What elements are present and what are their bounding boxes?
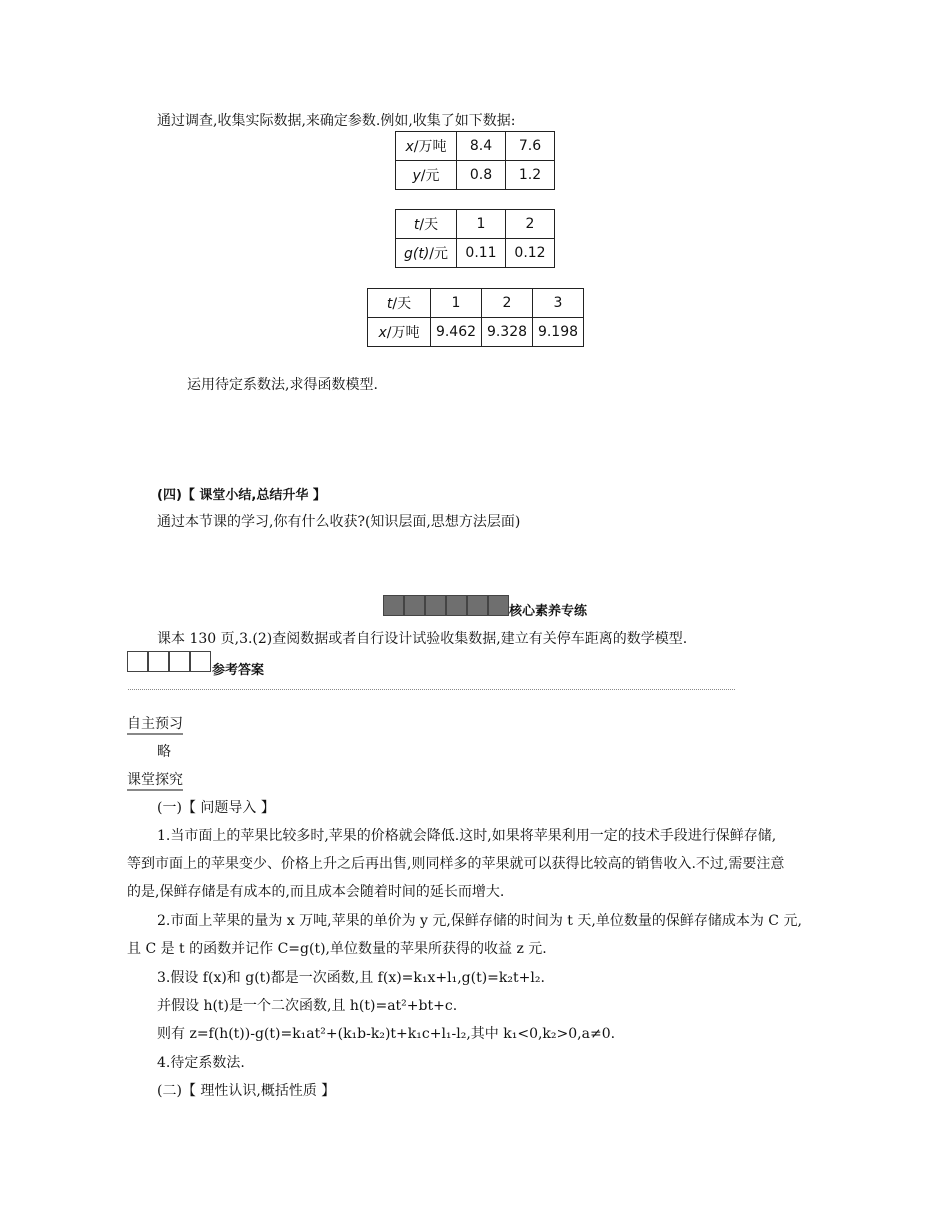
table-cell: 1.2 [506, 161, 555, 190]
table-row [368, 318, 584, 347]
divider [128, 689, 735, 690]
table-cell: 1 [457, 210, 506, 239]
preview-heading: 自主预习 [127, 713, 183, 733]
intro-line: 通过调查,收集实际数据,来确定参数.例如,收集了如下数据: [157, 113, 516, 129]
table-cell: 8.4 [457, 132, 506, 161]
paragraph-3-line-2: 并假设 h(t)是一个二次函数,且 h(t)=at²+bt+c. [157, 998, 458, 1014]
table-cell: 3 [533, 289, 584, 318]
table-header-cell: x/万吨 [396, 132, 457, 161]
explore-heading: 课堂探究 [127, 769, 183, 789]
paragraph-4: 4.待定系数法. [157, 1055, 245, 1071]
title-box [383, 595, 404, 616]
part1-heading: (一)【 问题导入 】 [157, 800, 275, 816]
preview-answer: 略 [157, 744, 171, 760]
paragraph-3-line-3: 则有 z=f(h(t))-g(t)=k₁at²+(k₁b-k₂)t+k₁c+l₁-l₂,其中 k₁<0,k₂>0,a≠0. [157, 1026, 616, 1042]
table-row [368, 289, 584, 318]
title-box [169, 651, 190, 672]
title-box [127, 651, 148, 672]
core-practice-title: 核心素养专练 [509, 604, 588, 619]
title-box [425, 595, 446, 616]
table-cell: 2 [506, 210, 555, 239]
paragraph-3-line-1: 3.假设 f(x)和 g(t)都是一次函数,且 f(x)=k₁x+l₁,g(t)=k₂t+l₂. [157, 970, 545, 986]
table-row [396, 161, 555, 190]
paragraph-1-line-2: 等到市面上的苹果变少、价格上升之后再出售,则同样多的苹果就可以获得比较高的销售收入.不过,需要注意 [127, 856, 785, 872]
title-box [467, 595, 488, 616]
table-header-cell: t/天 [368, 289, 431, 318]
summary-question: 通过本节课的学习,你有什么收获?(知识层面,思想方法层面) [157, 514, 521, 530]
table-cell: 9.462 [431, 318, 482, 347]
answers-title: 参考答案 [212, 663, 265, 678]
part2-heading: (二)【 理性认识,概括性质 】 [157, 1083, 336, 1099]
title-box [404, 595, 425, 616]
table-row [396, 132, 555, 161]
paragraph-1-line-3: 的是,保鲜存储是有成本的,而且成本会随着时间的延长而增大. [127, 884, 505, 900]
core-practice-task: 课本 130 页,3.(2)查阅数据或者自行设计试验收集数据,建立有关停车距离的数学模型. [157, 631, 688, 647]
summary-heading: (四)【 课堂小结,总结升华 】 [157, 488, 326, 503]
table-cell: 9.198 [533, 318, 584, 347]
table-cell: 0.8 [457, 161, 506, 190]
paragraph-2-line-2: 且 C 是 t 的函数并记作 C=g(t),单位数量的苹果所获得的收益 z 元. [127, 941, 547, 957]
method-line: 运用待定系数法,求得函数模型. [187, 377, 378, 393]
table-header-cell: t/天 [396, 210, 457, 239]
table-header-cell: g(t)/元 [396, 239, 457, 268]
table-cell: 7.6 [506, 132, 555, 161]
data-table-supply-price [395, 131, 555, 190]
paragraph-1-line-1: 1.当市面上的苹果比较多时,苹果的价格就会降低.这时,如果将苹果利用一定的技术手段进行保鲜存储, [157, 828, 777, 844]
data-table-supply-time [367, 288, 584, 347]
table-row [396, 210, 555, 239]
table-header-cell: y/元 [396, 161, 457, 190]
table-header-cell: x/万吨 [368, 318, 431, 347]
table-cell: 2 [482, 289, 533, 318]
paragraph-2-line-1: 2.市面上苹果的量为 x 万吨,苹果的单价为 y 元,保鲜存储的时间为 t 天,单位数量的保鲜存储成本为 C 元, [157, 913, 802, 929]
title-box [190, 651, 211, 672]
table-cell: 1 [431, 289, 482, 318]
table-row [396, 239, 555, 268]
title-box [488, 595, 509, 616]
title-box [446, 595, 467, 616]
title-box [148, 651, 169, 672]
table-cell: 0.12 [506, 239, 555, 268]
table-cell: 0.11 [457, 239, 506, 268]
data-table-storage-cost [395, 209, 555, 268]
table-cell: 9.328 [482, 318, 533, 347]
